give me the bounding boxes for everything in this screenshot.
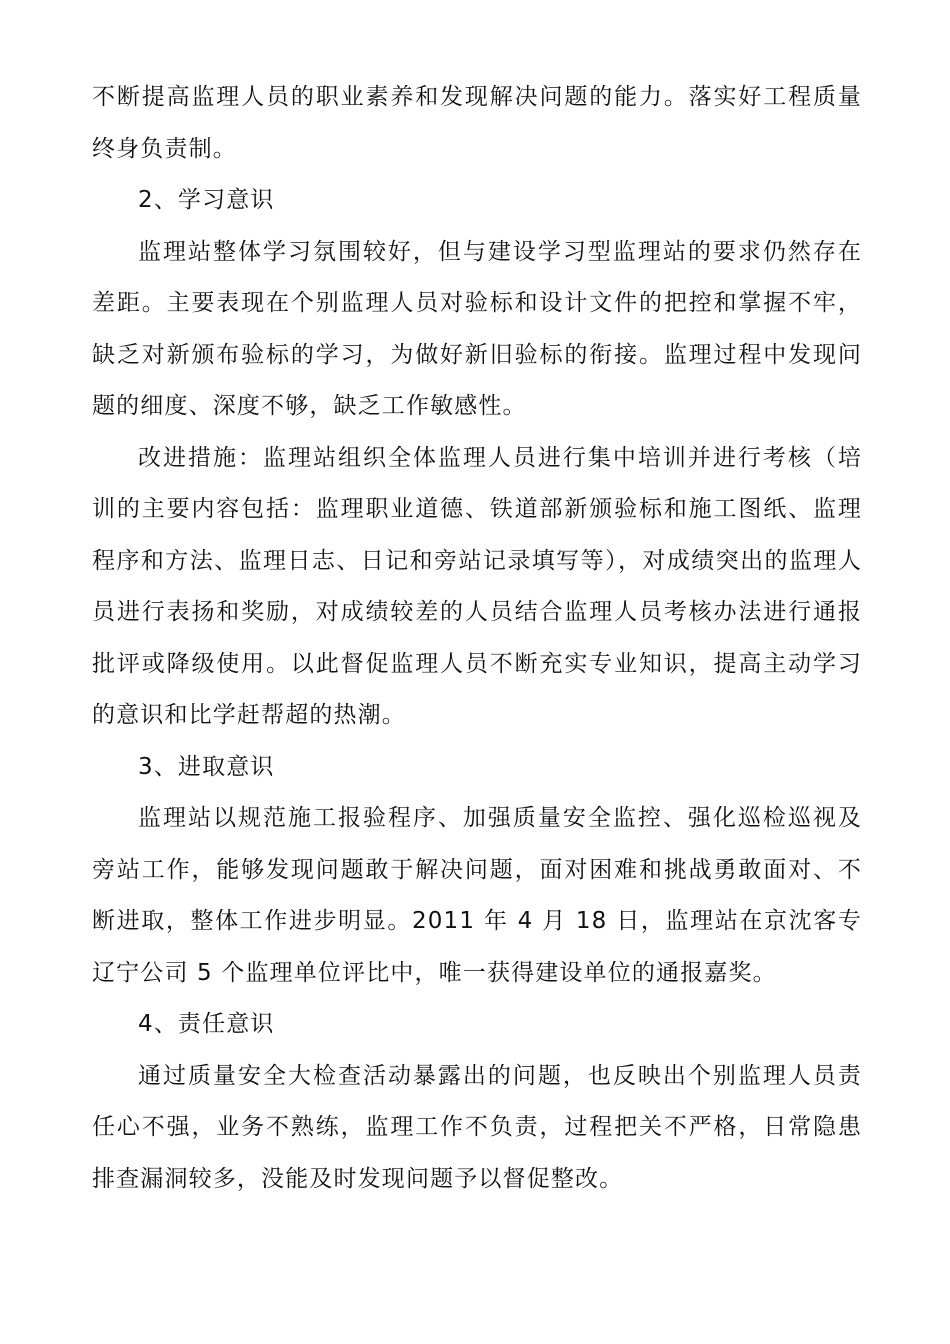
paragraph-learning-status: 监理站整体学习氛围较好，但与建设学习型监理站的要求仍然存在差距。主要表现在个别监理人员对验标和设计文件的把控和掌握不牢，缺乏对新颁布验标的学习，为做好新旧验标的衔接。监理过程中发现问题的细度、深度不够，缺乏工作敏感性。 [92,238,862,419]
paragraph-responsibility: 通过质量安全大检查活动暴露出的问题，也反映出个别监理人员责任心不强，业务不熟练，监理工作不负责，过程把关不严格，日常隐患排查漏洞较多，没能及时发现问题予以督促整改。 [92,1062,862,1192]
paragraph-progress: 监理站以规范施工报验程序、加强质量安全监控、强化巡检巡视及旁站工作，能够发现问题敢于解决问题，面对困难和挑战勇敢面对、不断进取，整体工作进步明显。2011 年 4 月 18 日，监理站在京沈客专辽宁公司 5 个监理单位评比中，唯一获得建设单位的通报嘉奖。 [92,805,862,986]
paragraph-continuation: 不断提高监理人员的职业素养和发现解决问题的能力。落实好工程质量终身负责制。 [92,84,862,162]
paragraph-learning-measures: 改进措施：监理站组织全体监理人员进行集中培训并进行考核（培训的主要内容包括：监理职业道德、铁道部新颁验标和施工图纸、监理程序和方法、监理日志、日记和旁站记录填写等），对成绩突出的监理人员进行表扬和奖励，对成绩较差的人员结合监理人员考核办法进行通报批评或降级使用。以此督促监理人员不断充实专业知识，提高主动学习的意识和比学赶帮超的热潮。 [92,444,862,728]
document-page [92,72,862,1205]
section-heading-responsibility: 4、责任意识 [138,1011,275,1037]
section-heading-progress: 3、进取意识 [138,753,275,780]
section-heading-learning: 2、学习意识 [138,187,275,213]
